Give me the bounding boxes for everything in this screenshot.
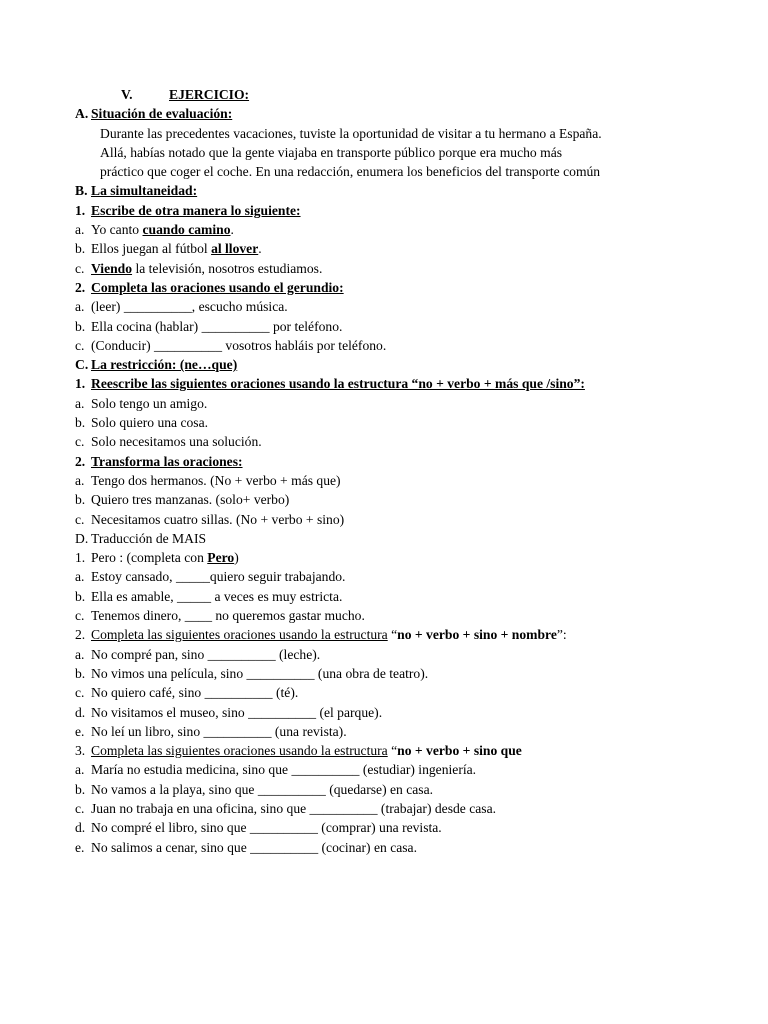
instruction-emphasis: no + verbo + sino que: [397, 743, 522, 759]
item-text: (Conducir) __________ vosotros habláis por teléfono.: [91, 337, 387, 353]
item-marker: e.: [75, 839, 85, 855]
section-d-title: Traducción de MAIS: [91, 530, 207, 546]
list-item: [75, 432, 695, 451]
item-text: Solo necesitamos una solución.: [91, 434, 262, 450]
item-marker: c.: [75, 260, 85, 276]
item-marker: b.: [75, 415, 86, 431]
list-item: [75, 799, 695, 818]
section-a-paragraph-line: [75, 124, 695, 143]
list-item: [75, 722, 695, 741]
quote-mark: “: [387, 627, 398, 643]
list-item: [75, 683, 695, 702]
item-text: .: [230, 222, 234, 238]
paragraph-text: práctico que coger el coche. En una redacción, enumera los beneficios del transporte común: [100, 164, 601, 180]
item-marker: a.: [75, 762, 85, 778]
section-c-marker: C.: [75, 357, 89, 373]
item-emphasis: cuando camino: [142, 222, 231, 238]
item-text: Ella cocina (hablar) __________ por teléfono.: [91, 318, 343, 334]
list-item: [75, 760, 695, 779]
list-item: [75, 336, 695, 355]
item-marker: c.: [75, 337, 85, 353]
exercise-instruction: Transforma las oraciones:: [91, 453, 243, 469]
item-marker: d.: [75, 704, 86, 720]
document-content: [75, 85, 695, 857]
item-marker: b.: [75, 588, 86, 604]
item-text: Solo tengo un amigo.: [91, 395, 208, 411]
title-text: EJERCICIO:: [169, 87, 250, 102]
instruction-emphasis: no + verbo + sino + nombre: [397, 627, 557, 643]
list-item: [75, 703, 695, 722]
item-text: Ella es amable, _____ a veces es muy estricta.: [91, 588, 343, 604]
item-text: Tenemos dinero, ____ no queremos gastar mucho.: [91, 608, 365, 624]
list-item: [75, 413, 695, 432]
paragraph-text: Durante las precedentes vacaciones, tuviste la oportunidad de visitar a tu hermano a España.: [100, 125, 602, 141]
item-text: No vimos una película, sino __________ (una obra de teatro).: [91, 665, 429, 681]
item-text: No visitamos el museo, sino __________ (el parque).: [91, 704, 383, 720]
list-item: [75, 510, 695, 529]
item-text: No compré pan, sino __________ (leche).: [91, 646, 321, 662]
item-text: No quiero café, sino __________ (té).: [91, 685, 299, 701]
list-item: [75, 220, 695, 239]
exercise-title: [75, 85, 695, 104]
item-text: .: [258, 241, 262, 257]
section-d-marker: D.: [75, 530, 89, 546]
exercise-heading: [75, 374, 695, 393]
exercise-number: 1.: [75, 202, 86, 218]
item-text: Tengo dos hermanos. (No + verbo + más que): [91, 472, 341, 488]
title-number: V.: [121, 87, 133, 102]
item-text: María no estudia medicina, sino que __________ (estudiar) ingeniería.: [91, 762, 477, 778]
exercise-number: 2.: [75, 279, 86, 295]
exercise-instruction: ): [234, 550, 239, 566]
list-item: [75, 317, 695, 336]
exercise-instruction: Completa las siguientes oraciones usando la estructura: [91, 743, 388, 759]
list-item: [75, 645, 695, 664]
item-marker: b.: [75, 241, 86, 257]
exercise-instruction: Reescribe las siguientes oraciones usando la estructura “no + verbo + más que /sino”:: [91, 376, 585, 392]
exercise-number: 1.: [75, 376, 86, 392]
exercise-heading: [75, 452, 695, 471]
item-text: No leí un libro, sino __________ (una revista).: [91, 723, 347, 739]
item-emphasis: al llover: [211, 241, 259, 257]
section-b-title: La simultaneidad:: [91, 183, 198, 199]
item-text: Yo canto: [91, 222, 143, 238]
section-a-title: Situación de evaluación:: [91, 106, 233, 122]
list-item: [75, 297, 695, 316]
item-text: Juan no trabaja en una oficina, sino que __________ (trabajar) desde casa.: [91, 800, 497, 816]
item-marker: a.: [75, 299, 85, 315]
item-text: Solo quiero una cosa.: [91, 415, 209, 431]
item-marker: b.: [75, 492, 86, 508]
list-item: [75, 471, 695, 490]
exercise-instruction: Pero : (completa con: [91, 550, 208, 566]
section-c-title: La restricción: (ne…que): [91, 357, 238, 373]
section-a-paragraph-line: [75, 162, 695, 181]
exercise-heading: [75, 625, 695, 644]
item-marker: e.: [75, 723, 85, 739]
list-item: [75, 394, 695, 413]
exercise-instruction: Completa las oraciones usando el gerundio:: [91, 279, 344, 295]
list-item: [75, 490, 695, 509]
item-text: No salimos a cenar, sino que __________ (cocinar) en casa.: [91, 839, 417, 855]
item-marker: c.: [75, 685, 85, 701]
quote-mark: “: [387, 743, 398, 759]
item-marker: b.: [75, 318, 86, 334]
list-item: [75, 780, 695, 799]
item-marker: c.: [75, 511, 85, 527]
item-marker: a.: [75, 646, 85, 662]
item-text: Quiero tres manzanas. (solo+ verbo): [91, 492, 290, 508]
item-marker: b.: [75, 665, 86, 681]
item-marker: a.: [75, 472, 85, 488]
item-marker: c.: [75, 800, 85, 816]
item-marker: c.: [75, 434, 85, 450]
section-d-heading: [75, 529, 695, 548]
exercise-heading: [75, 201, 695, 220]
item-text: (leer) __________, escucho música.: [91, 299, 288, 315]
exercise-heading: [75, 278, 695, 297]
item-text: Estoy cansado, _____quiero seguir trabajando.: [91, 569, 346, 585]
item-text: la televisión, nosotros estudiamos.: [132, 260, 323, 276]
item-emphasis: Viendo: [91, 260, 133, 276]
list-item: [75, 259, 695, 278]
item-marker: c.: [75, 608, 85, 624]
exercise-heading: [75, 741, 695, 760]
item-text: Ellos juegan al fútbol: [91, 241, 212, 257]
item-marker: d.: [75, 820, 86, 836]
list-item: [75, 838, 695, 857]
item-text: No vamos a la playa, sino que __________ (quedarse) en casa.: [91, 781, 434, 797]
exercise-number: 3.: [75, 743, 86, 759]
item-marker: a.: [75, 569, 85, 585]
item-marker: a.: [75, 222, 85, 238]
exercise-heading: [75, 548, 695, 567]
item-text: Necesitamos cuatro sillas. (No + verbo + sino): [91, 511, 345, 527]
section-a-paragraph-line: [75, 143, 695, 162]
exercise-instruction: Completa las siguientes oraciones usando la estructura: [91, 627, 388, 643]
exercise-number: 2.: [75, 627, 86, 643]
instruction-emphasis: Pero: [207, 550, 235, 566]
list-item: [75, 587, 695, 606]
exercise-number: 2.: [75, 453, 86, 469]
section-c-heading: [75, 355, 695, 374]
list-item: [75, 664, 695, 683]
item-marker: b.: [75, 781, 86, 797]
section-b-heading: [75, 181, 695, 200]
exercise-number: 1.: [75, 550, 86, 566]
list-item: [75, 606, 695, 625]
exercise-instruction: Escribe de otra manera lo siguiente:: [91, 202, 301, 218]
quote-mark: ”:: [556, 627, 567, 643]
section-b-marker: B.: [75, 183, 88, 199]
section-a-heading: [75, 104, 695, 123]
list-item: [75, 567, 695, 586]
item-marker: a.: [75, 395, 85, 411]
paragraph-text: Allá, habías notado que la gente viajaba en transporte público porque era mucho más: [100, 144, 563, 160]
section-a-marker: A.: [75, 106, 89, 122]
list-item: [75, 239, 695, 258]
list-item: [75, 818, 695, 837]
item-text: No compré el libro, sino que __________ (comprar) una revista.: [91, 820, 442, 836]
